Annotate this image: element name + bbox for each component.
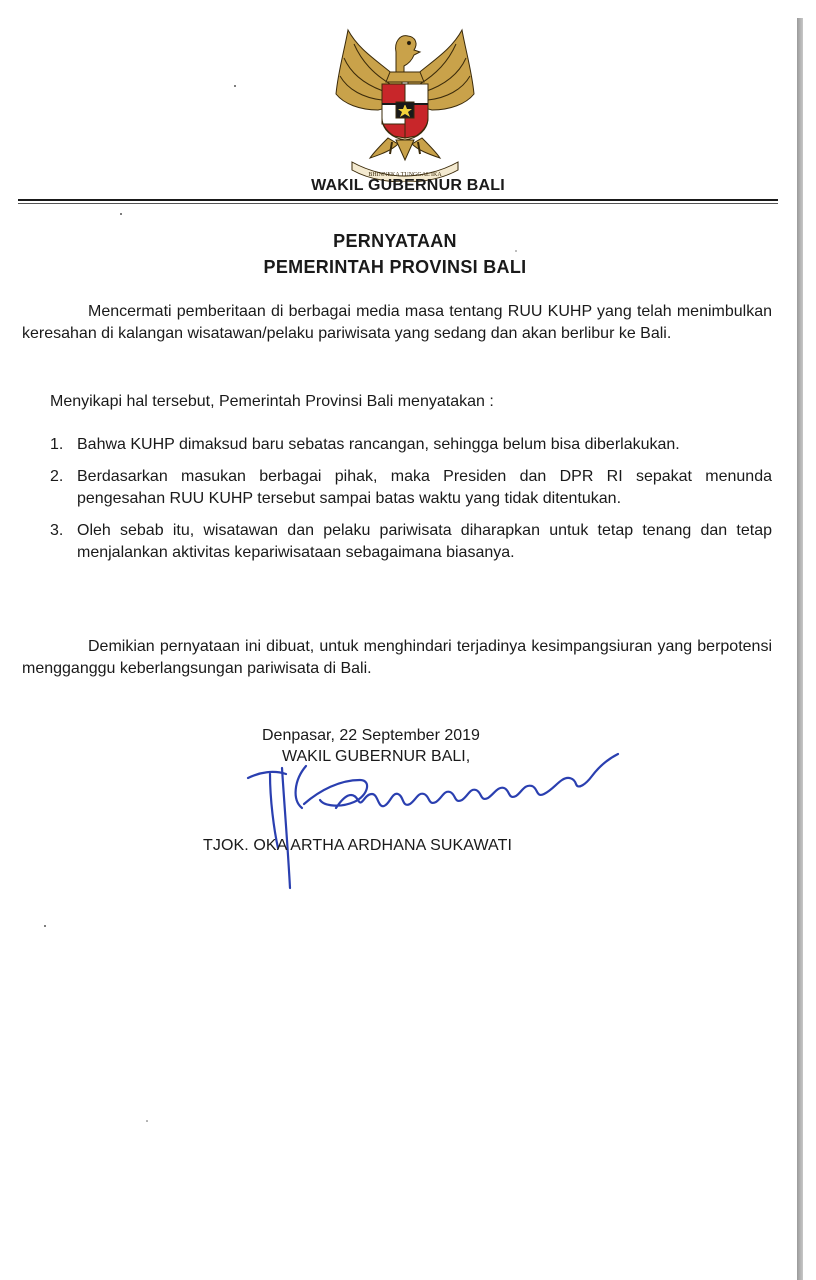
- lead-paragraph: Menyikapi hal tersebut, Pemerintah Provinsi Bali menyatakan :: [50, 393, 494, 410]
- page-edge-shadow: [797, 18, 803, 1280]
- closing-paragraph: Demikian pernyataan ini dibuat, untuk menghindari terjadinya kesimpangsiuran yang berpotensi mengganggu keberlangsungan pariwisata di Bali.: [22, 638, 772, 677]
- letterhead-rule: [18, 199, 778, 201]
- statement-number: 1.: [50, 436, 64, 453]
- handwritten-signature: [240, 750, 630, 895]
- scan-speck: [44, 925, 46, 927]
- letterhead-rule-thin: [18, 203, 778, 204]
- statement-item-3: [50, 520, 772, 564]
- garuda-emblem-icon: [330, 22, 480, 182]
- emblem-motto: BHINNEKA TUNGGAL IKA: [368, 172, 442, 178]
- statement-item-2: [50, 466, 772, 510]
- statement-text: Oleh sebab itu, wisatawan dan pelaku pariwisata diharapkan untuk tetap tenang dan tetap menjalankan aktivitas kepariwisataan sebagaimana biasanya.: [77, 522, 772, 561]
- letterhead-office: [0, 177, 816, 195]
- letterhead-office-text: WAKIL GUBERNUR BALI: [311, 177, 505, 194]
- signatory-name: TJOK. OKA ARTHA ARDHANA SUKAWATI: [203, 837, 513, 854]
- signatory-position: WAKIL GUBERNUR BALI,: [282, 748, 471, 765]
- scan-speck: [146, 1120, 148, 1122]
- place-and-date: Denpasar, 22 September 2019: [262, 727, 480, 744]
- statement-number: 3.: [50, 522, 64, 539]
- statement-number: 2.: [50, 468, 64, 485]
- intro-paragraph: Mencermati pemberitaan di berbagai media masa tentang RUU KUHP yang telah menimbulkan keresahan di kalangan wisatawan/pelaku pariwisata yang sedang dan akan berlibur ke Bali.: [22, 303, 772, 342]
- statement-text: Bahwa KUHP dimaksud baru sebatas rancangan, sehingga belum bisa diberlakukan.: [77, 436, 680, 453]
- document-title-line-1: PERNYATAAN: [333, 231, 457, 251]
- statement-list: [50, 434, 772, 574]
- scan-speck: [234, 85, 236, 87]
- document-title-line-2: PEMERINTAH PROVINSI BALI: [263, 257, 527, 277]
- statement-item-1: [50, 434, 772, 456]
- document-title: [0, 228, 790, 280]
- scan-speck: [515, 250, 517, 252]
- statement-text: Berdasarkan masukan berbagai pihak, maka Presiden dan DPR RI sepakat menunda pengesahan RUU KUHP tersebut sampai batas waktu yang tidak ditentukan.: [77, 468, 772, 507]
- scan-speck: [120, 213, 122, 215]
